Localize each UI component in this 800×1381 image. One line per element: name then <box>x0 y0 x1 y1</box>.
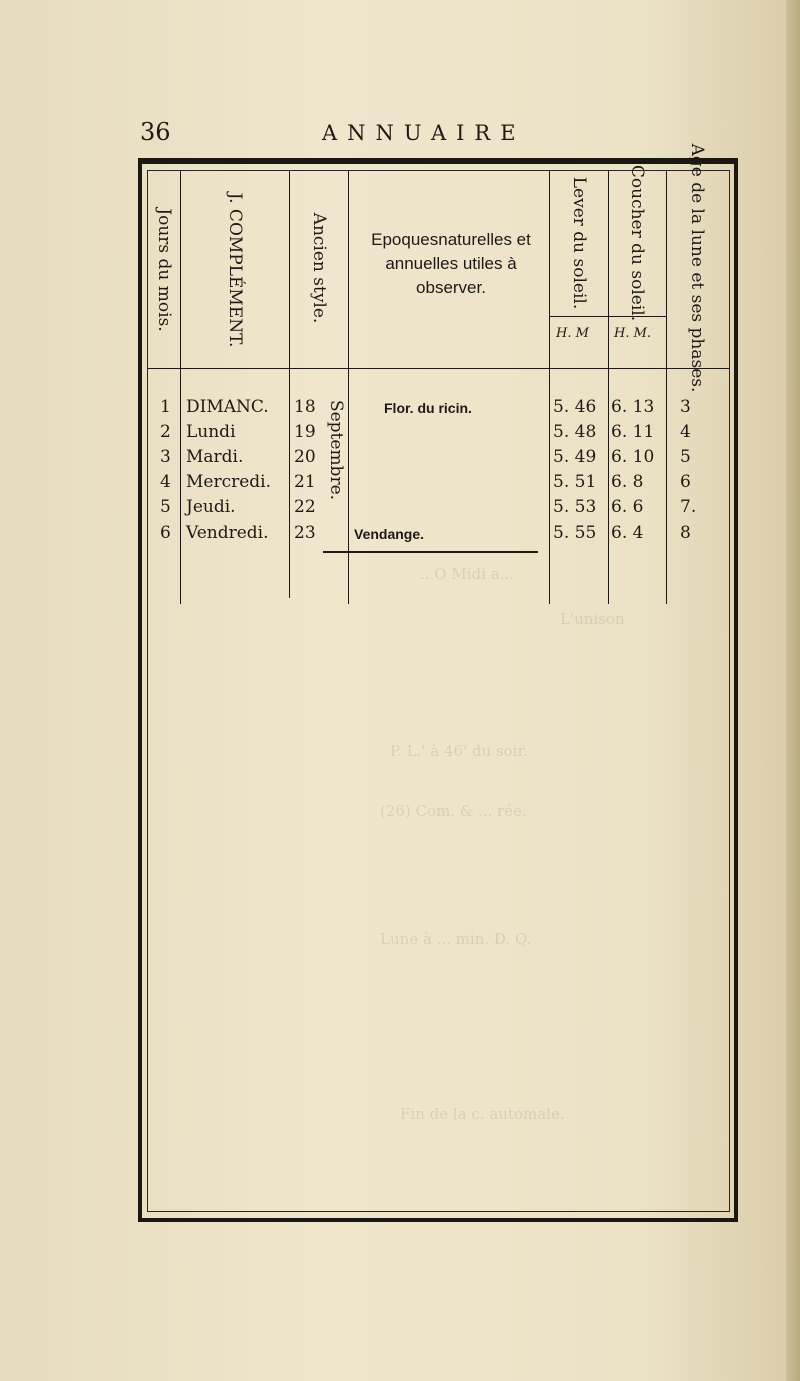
moon-cell: 5 <box>680 447 691 467</box>
header-sunset: Coucher du soleil. <box>627 164 647 322</box>
moon-cell: 8 <box>680 523 691 543</box>
weekday-cell: DIMANC. <box>186 397 269 417</box>
table-row <box>0 447 800 471</box>
table-row <box>0 523 800 547</box>
sunset-cell: 6. 11 <box>611 422 655 442</box>
show-through: Fin de la c. automale. <box>400 1105 565 1123</box>
sunset-cell: 6. 10 <box>611 447 655 467</box>
old-style-cell: 20 <box>294 447 316 467</box>
sunset-cell: 6. 4 <box>611 523 644 543</box>
sunset-cell: 6. 13 <box>611 397 655 417</box>
weekday-cell: Mardi. <box>186 447 244 467</box>
old-style-cell: 19 <box>294 422 316 442</box>
moon-cell: 6 <box>680 472 691 492</box>
sunrise-cell: 5. 46 <box>553 397 597 417</box>
show-through: (26) Com. & ... rée. <box>380 802 527 820</box>
sunrise-cell: 5. 51 <box>553 472 597 492</box>
old-style-cell: 21 <box>294 472 316 492</box>
epoch-cell: Vendange. <box>354 526 425 542</box>
sunrise-cell: 5. 48 <box>553 422 597 442</box>
table-row <box>0 497 800 521</box>
header-epochs: Epoquesnaturelles et annuelles utiles à observer. <box>371 230 531 297</box>
sunset-cell: 6. 6 <box>611 497 644 517</box>
header-sunrise: Lever du soleil. <box>569 176 589 310</box>
header-old-style: Ancien style. <box>309 212 329 324</box>
page-edge <box>786 0 800 1381</box>
weekday-cell: Mercredi. <box>186 472 272 492</box>
day-cell: 6 <box>160 523 171 543</box>
sunrise-cell: 5. 55 <box>553 523 597 543</box>
header-day-of-month: Jours du mois. <box>154 208 174 332</box>
day-cell: 2 <box>160 422 171 442</box>
header-moon-age: Age de la lune et ses phases. <box>687 143 707 393</box>
day-cell: 4 <box>160 472 171 492</box>
weekday-cell: Jeudi. <box>186 497 236 517</box>
header-hm-sunrise: H. M <box>556 326 589 341</box>
table-row <box>0 422 800 446</box>
hm-rule <box>549 316 666 317</box>
sunrise-cell: 5. 53 <box>553 497 597 517</box>
day-cell: 5 <box>160 497 171 517</box>
page-number: 36 <box>140 118 171 146</box>
day-cell: 1 <box>160 397 171 417</box>
header-hm-sunset: H. M. <box>614 326 652 341</box>
show-through: P. L.' à 46' du soir. <box>390 742 528 760</box>
table-row <box>0 397 800 421</box>
old-style-cell: 18 <box>294 397 316 417</box>
show-through: L'unison <box>560 610 625 628</box>
day-cell: 3 <box>160 447 171 467</box>
moon-cell: 7. <box>680 497 697 517</box>
sunrise-cell: 5. 49 <box>553 447 597 467</box>
epoch-cell: Flor. du ricin. <box>384 400 472 416</box>
show-through: Lune à ... min. D. Q. <box>380 930 532 948</box>
show-through: .. O Midi a... <box>420 565 514 583</box>
running-head: ANNUAIRE <box>322 121 526 145</box>
header-rule <box>147 368 730 369</box>
old-style-month: Septembre. <box>326 399 346 501</box>
weekday-cell: Lundi <box>186 422 236 442</box>
old-style-cell: 22 <box>294 497 316 517</box>
old-style-cell: 23 <box>294 523 316 543</box>
moon-cell: 3 <box>680 397 691 417</box>
weekday-cell: Vendredi. <box>186 523 269 543</box>
moon-cell: 4 <box>680 422 691 442</box>
table-row <box>0 472 800 496</box>
header-complementary: J. COMPLÉMENT. <box>225 192 245 348</box>
sunset-cell: 6. 8 <box>611 472 644 492</box>
separator-rule <box>323 551 538 553</box>
